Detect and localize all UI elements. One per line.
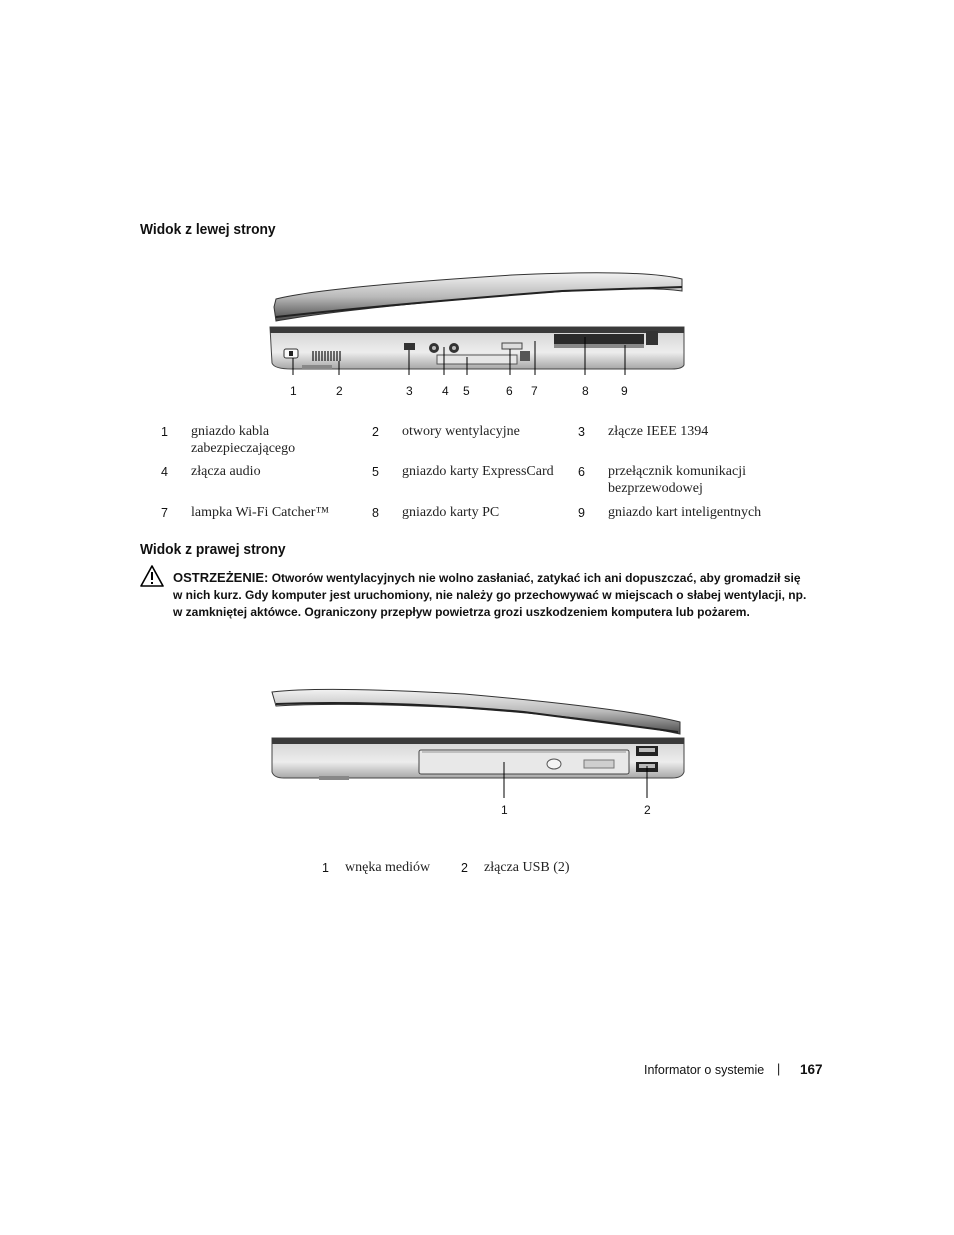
warning-triangle-icon <box>140 565 164 587</box>
legend-description: gniazdo karty ExpressCard <box>402 464 554 479</box>
callout-number: 8 <box>582 384 589 398</box>
callout-number: 4 <box>442 384 449 398</box>
legend-number: 7 <box>161 506 168 520</box>
callout-number: 1 <box>290 384 297 398</box>
callout-number: 6 <box>506 384 513 398</box>
legend-description: złącze IEEE 1394 <box>608 424 709 439</box>
legend-number: 9 <box>578 506 585 520</box>
legend-description: gniazdo kabla zabezpieczającego <box>191 424 296 456</box>
footer-section-title: Informator o systemie <box>644 1063 765 1077</box>
legend-description: przełącznik komunikacji bezprzewodowej <box>608 464 746 496</box>
legend-number: 2 <box>372 425 379 439</box>
legend-description: lampka Wi-Fi Catcher™ <box>191 505 330 520</box>
legend-description: otwory wentylacyjne <box>402 424 520 439</box>
laptop-right-side-illustration <box>264 682 692 812</box>
callout-number: 7 <box>531 384 538 398</box>
legend-number: 4 <box>161 465 168 479</box>
callout-number: 9 <box>621 384 628 398</box>
section-heading-left-view: Widok z lewej strony <box>140 221 276 238</box>
legend-number: 5 <box>372 465 379 479</box>
legend-number: 2 <box>461 861 468 875</box>
warning-text: Otworów wentylacyjnych nie wolno zasłaniać, zatykać ich ani dopuszczać, aby gromadził się w nich kurz. Gdy komputer jest uruchomiony, nie należy go przechowywać w miejscach o słabej wentylacji, np. w zamkniętej aktówce. Ograniczony przepływ powietrza grozi uszkodzeniem komputera lub pożarem. <box>173 571 807 619</box>
warning-label: OSTRZEŻENIE: <box>173 570 269 585</box>
legend-description: gniazdo karty PC <box>402 505 500 520</box>
callout-number: 2 <box>644 803 651 817</box>
legend-description: złącza audio <box>191 464 261 479</box>
legend-description: złącza USB (2) <box>484 860 570 875</box>
legend-number: 1 <box>322 861 329 875</box>
legend-number: 6 <box>578 465 585 479</box>
legend-number: 8 <box>372 506 379 520</box>
callout-number: 2 <box>336 384 343 398</box>
warning-block <box>173 569 813 621</box>
legend-description: wnęka mediów <box>345 860 431 875</box>
section-heading-right-view: Widok z prawej strony <box>140 541 286 558</box>
legend-number: 1 <box>161 425 168 439</box>
callout-number: 3 <box>406 384 413 398</box>
page-number: 167 <box>800 1062 823 1077</box>
laptop-left-side-illustration <box>262 265 692 375</box>
footer-separator: | <box>777 1062 781 1076</box>
legend-description: gniazdo kart inteligentnych <box>608 505 762 520</box>
legend-number: 3 <box>578 425 585 439</box>
callout-number: 5 <box>463 384 470 398</box>
callout-number: 1 <box>501 803 508 817</box>
